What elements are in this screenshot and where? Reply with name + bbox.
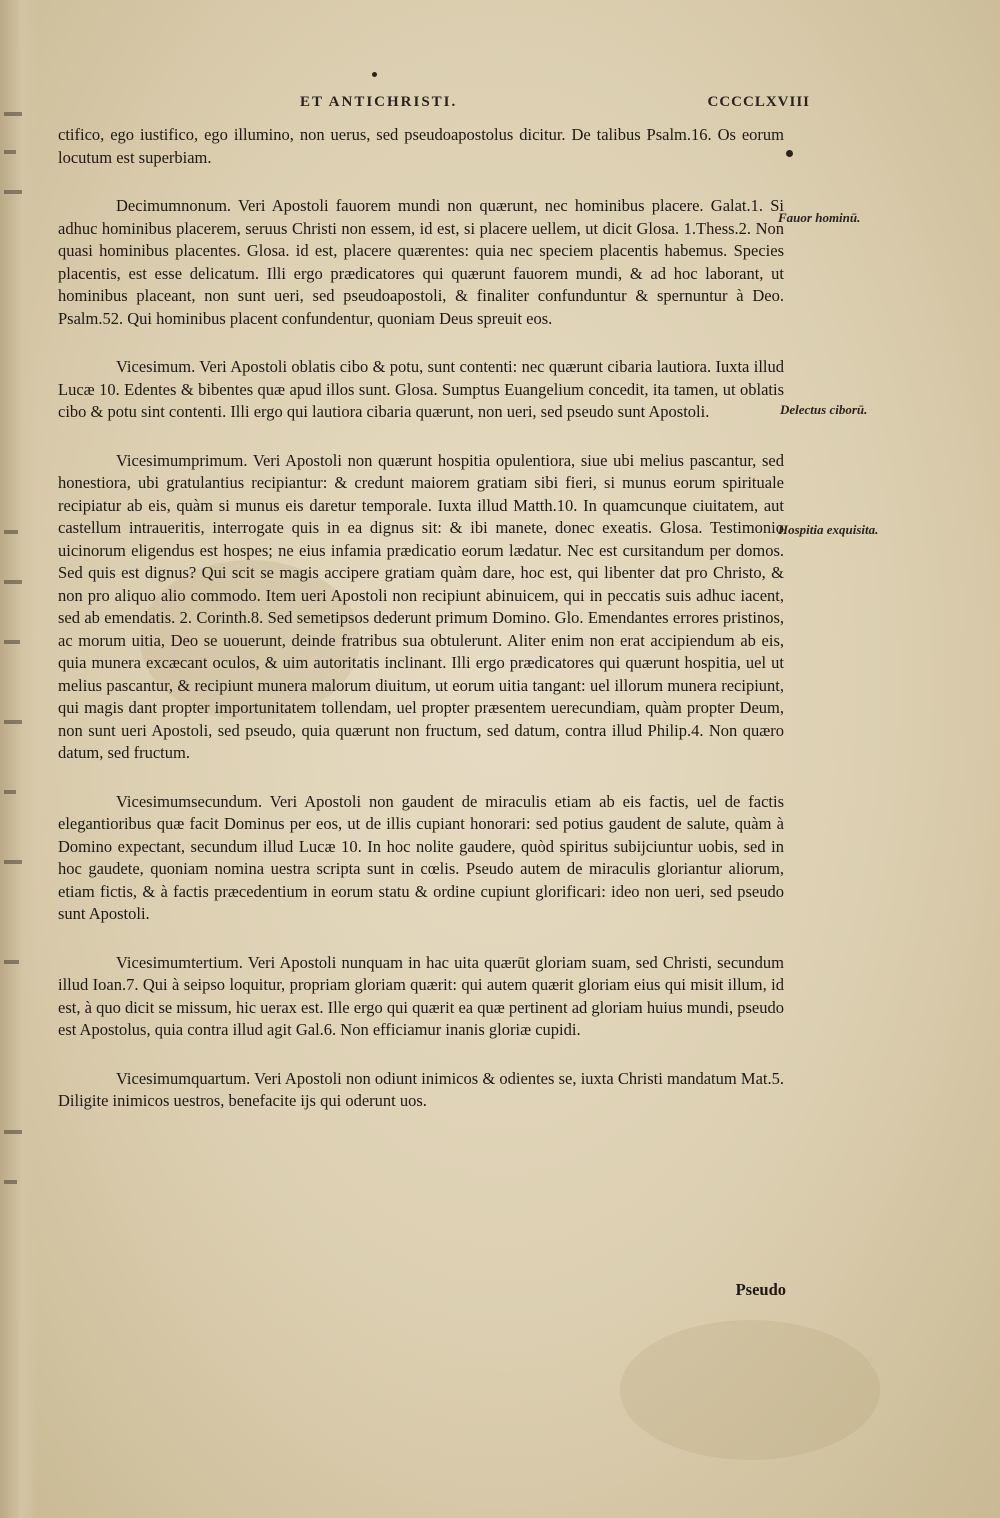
main-text	[58, 124, 784, 1139]
bleed-mark	[4, 530, 18, 534]
bleed-mark	[4, 790, 16, 794]
bleed-mark	[4, 640, 20, 644]
ink-dot	[786, 150, 793, 157]
paragraph-vicesimumsecundum: Vicesimumsecundum. Veri Apostoli non gaudent de miraculis etiam ab eis factis, uel de factis elegantioribus quæ facit Dominus per eos, ut de illis cupiant honorari: sed potius gaudent de salute, quàm à Domino expectant, secundum illud Lucæ 10. In hoc nolite gaudere, quòd spiritus subijciuntur uobis, sed in hoc gaudete, quoniam nomina uestra scripta sunt in cœlis. Pseudo autem de miraculis gloriantur aliorum, etiam fictis, & à factis præcedentium in eorum statu & ordine cupiunt glorificari: ideo non ueri, sed pseudo sunt Apostoli.	[58, 791, 784, 923]
paragraph-decimumnonum: Decimumnonum. Veri Apostoli fauorem mundi non quærunt, nec hominibus placere. Galat.1. Si adhuc hominibus placerem, seruus Christi non essem, id est, si placere uellem, ut dicit Glosa. 1.Thess.2. Non quasi hominibus placentes. Glosa. id est, placere quærentes: quia nec speciem placentis habemus. Species placentis, est esse delicatum. Illi ergo prædicatores qui quærunt fauorem mundi, & ad hoc laborant, ut hominibus placeant, non sunt ueri, sed pseudoapostoli, & finaliter confunduntur & spernuntur à Deo. Psalm.52. Qui hominibus placent confundentur, quoniam Deus spreuit eos.	[58, 196, 784, 328]
margin-note-fauor: Fauor hominū.	[778, 210, 861, 225]
bleed-mark	[4, 720, 22, 724]
bleed-mark	[4, 960, 19, 964]
margin-note-delectus: Delectus ciborū.	[780, 402, 868, 417]
page-spine	[0, 0, 38, 1518]
bleed-mark	[4, 190, 22, 194]
running-header	[250, 94, 810, 120]
paragraph-vicesimumprimum: Vicesimumprimum. Veri Apostoli non quærunt hospitia opulentiora, siue ubi melius pascantur, sed honestiora, ubi gratulantius recipiantur: & credunt maiorem gratiam sibi fieri, si munus eorum spirituale recipiatur ab eis, quàm si munus eis daretur temporale. Iuxta illud Matth.10. In quamcunque ciuitatem, aut castellum intraueritis, interrogate quis in ea dignus sit: & ibi manete, donec exeatis. Glosa. Testimonio uicinorum eligendus est hospes; ne eius infamia prædicatio eorum lædatur. Nec est cursitandum per domos. Sed quis est dignus? Qui scit se magis accipere gratiam quàm dare, hoc est, qui libenter dat pro Christo, & non pro aliquo alio commodo. Item ueri Apostoli non recipiunt abinuicem, qui in peccatis suis adhuc iacent, sed ab emendatis. 2. Corinth.8. Sed semetipsos dederunt primum Domino. Glo. Emendantes errores pristinos, ac morum uitia, Deo se uouerunt, deinde fratribus sua obtulerunt. Aliter enim non erat accipiendum ab eis, quia munera excæcant oculos, & uim autoritatis inclinant. Illi ergo prædicatores qui quærunt hospitia, uel ut melius pascantur, & recipiunt munera malorum diuitum, ut eorum uitia tangant: uel illorum munera recipiunt, qui magis dant propter importunitatem tollendam, uel propter præsentem uerecundiam, quàm propter Deum, non sunt ueri Apostoli, sed pseudo, quia quærunt non fructum, sed datum, contra illud Philip.4. Non quæro datum, sed fructum.	[58, 450, 784, 762]
bleed-mark	[4, 580, 22, 584]
bleed-mark	[4, 112, 22, 116]
bleed-mark	[4, 150, 16, 154]
paragraph-vicesimumtertium: Vicesimumtertium. Veri Apostoli nunquam in hac uita quærūt gloriam suam, sed Christi, secundum illud Ioan.7. Qui à seipso loquitur, propriam gloriam quærit: qui autem quærit gloriam eius qui misit illum, id est, à quo dicit se missum, hic uerax est. Ille ergo qui quærit ea quæ pertinent ad gloriam huius mundi, pseudo est Apostolus, quia contra illud agit Gal.6. Non efficiamur inanis gloriæ cupidi.	[58, 952, 784, 1039]
running-title: ET ANTICHRISTI.	[300, 94, 458, 110]
margin-note-hospitia: Hospitia exquisita.	[778, 522, 879, 537]
paragraph-continuation: ctifico, ego iustifico, ego illumino, non uerus, sed pseudoapostolus dicitur. De talibus Psalm.16. Os eorum locutum est superbiam.	[58, 125, 784, 167]
catchword: Pseudo	[735, 1280, 786, 1299]
paragraph-vicesimum: Vicesimum. Veri Apostoli oblatis cibo & potu, sunt contenti: nec quærunt cibaria lautiora. Iuxta illud Lucæ 10. Edentes & bibentes quæ apud illos sunt. Glosa. Sumptus Euangelium concedit, ita tamen, ut oblatis cibo & potu sint contenti. Illi ergo qui lautiora cibaria quærunt, non ueri, sed pseudo sunt Apostoli.	[58, 357, 784, 421]
bleed-mark	[4, 1180, 17, 1184]
ink-dot	[372, 72, 377, 77]
paper-stain	[620, 1320, 880, 1460]
paragraph-vicesimumquartum: Vicesimumquartum. Veri Apostoli non odiunt inimicos & odientes se, iuxta Christi mandatum Mat.5. Diligite inimicos uestros, benefacite ijs qui oderunt uos.	[58, 1068, 784, 1110]
bleed-mark	[4, 1130, 22, 1134]
bleed-mark	[4, 860, 22, 864]
folio-number: CCCCLXVIII	[707, 94, 810, 110]
